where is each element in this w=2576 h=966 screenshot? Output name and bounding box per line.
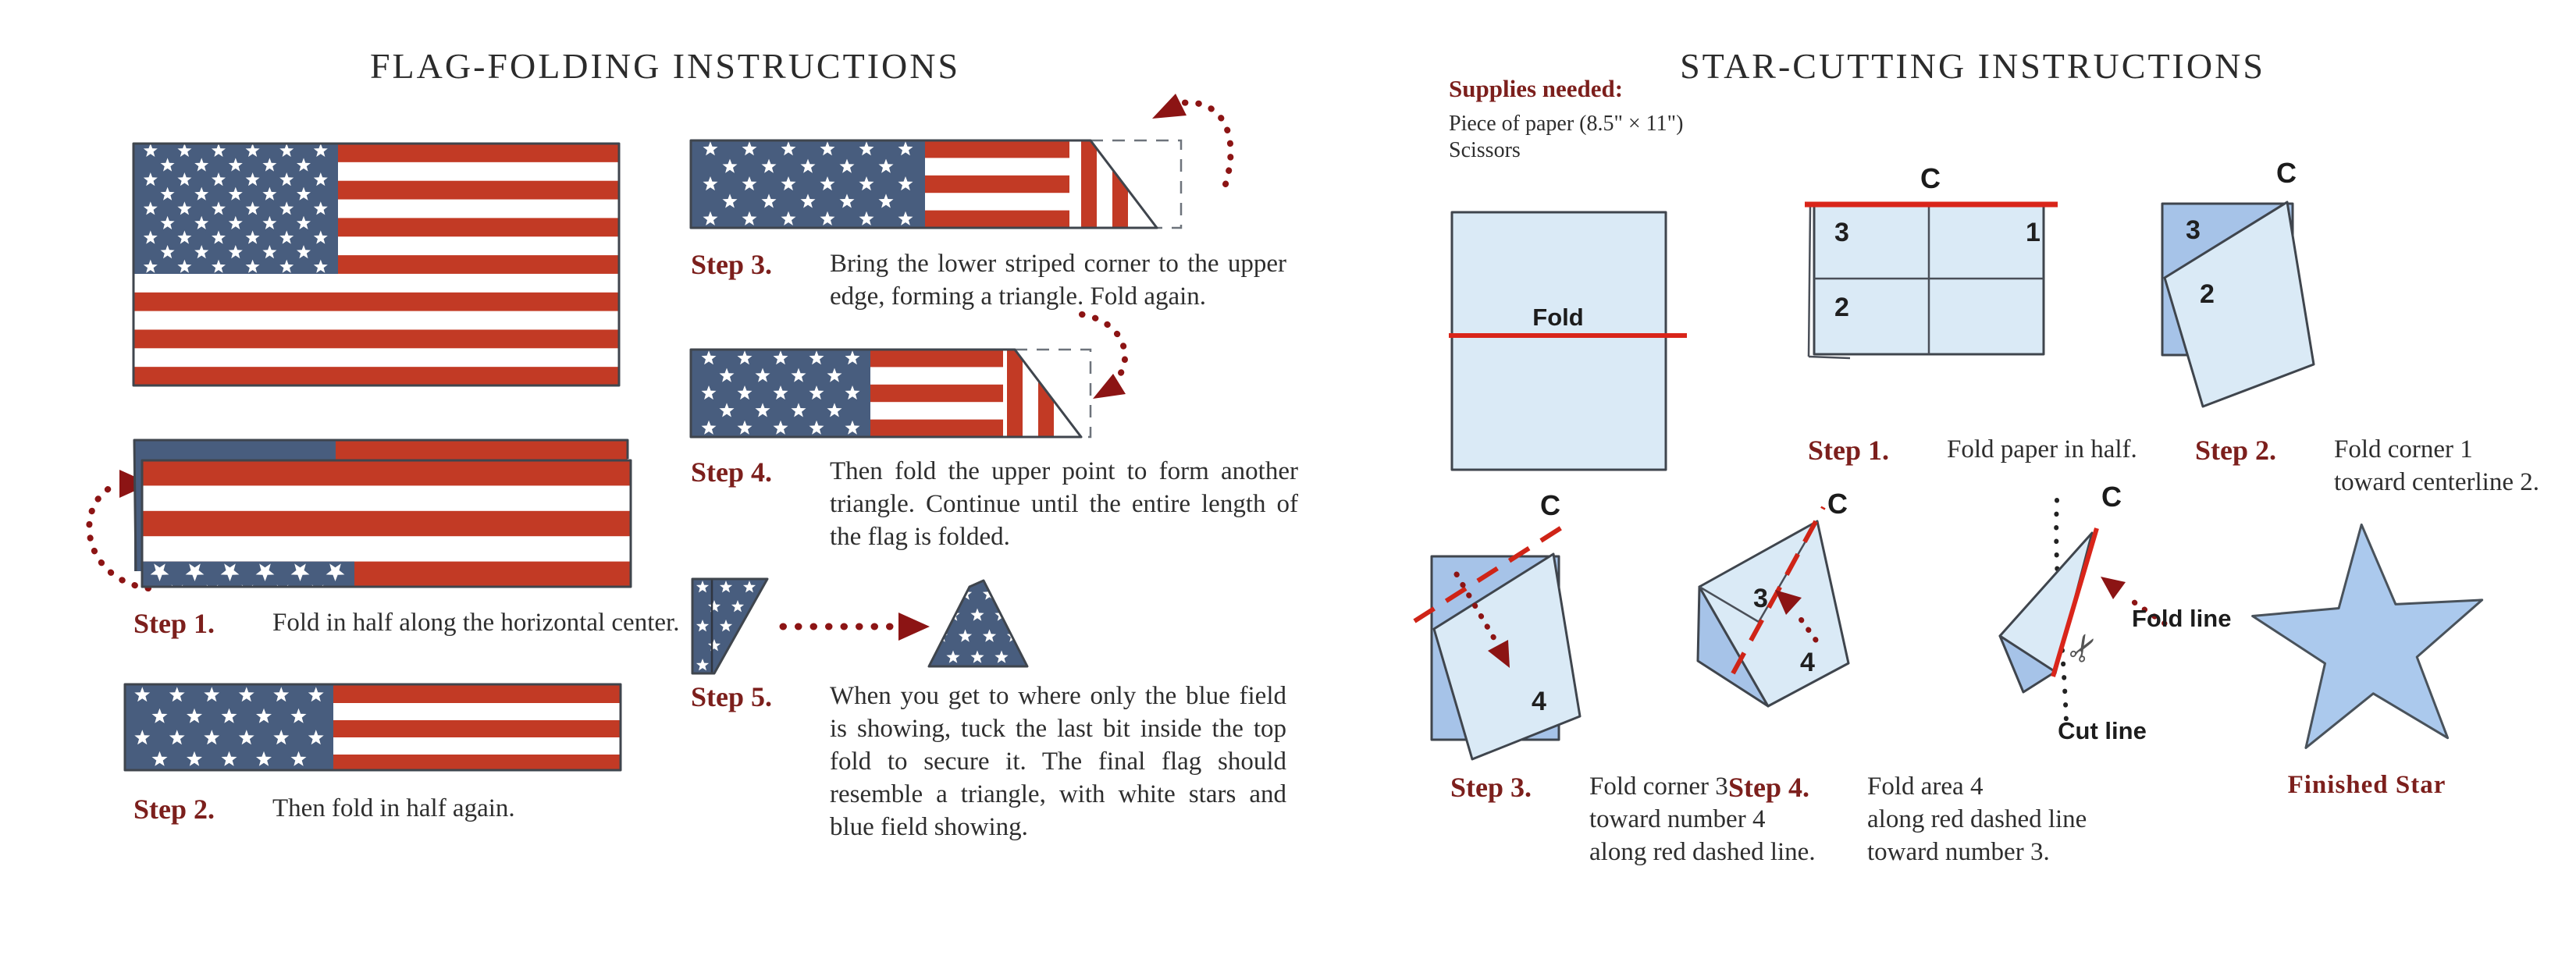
step-text-line: Fold corner 1 [2334,435,2473,463]
flag-step-1 [133,607,772,640]
supply-item: Piece of paper (8.5" × 11") [1449,112,1684,136]
fold-direction-arrow-icon [1141,84,1243,190]
step-text: Fold in half along the horizontal center. [272,609,680,637]
step-label: Step 1. [1808,435,1890,466]
step-label: Step 2. [2195,435,2277,466]
step-text-line: Fold area 4 [1867,772,1984,801]
star-step1-diagram [1803,160,2061,367]
step-text-line: Fold paper in half. [1947,435,2137,463]
step-label: Step 1. [133,608,215,639]
step-text-line: Fold corner 3 [1589,772,1728,801]
flag-panel-title: FLAG-FOLDING INSTRUCTIONS [369,46,961,86]
area-2-label: 2 [2200,279,2215,309]
fold-line-label: Fold line [2132,605,2232,632]
flag-step-5 [691,680,1286,844]
transform-arrow-icon [777,607,933,646]
area-4-label: 4 [1532,687,1546,716]
star-step4-diagram [1685,490,1888,755]
step-text: When you get to where only the blue field is showing, tuck the last bit inside the top fold to secure it. The final flag should resemble a triangle, with white stars and blue field showing. [830,682,1286,841]
step-text [1947,434,2137,467]
star-step-1 [1808,434,2137,467]
star-shape [2253,524,2482,748]
cut-line-label: Cut line [2058,717,2147,744]
flag-step-3 [691,248,1286,314]
flag-second-triangle-fold-illustration [691,350,1093,437]
step-label: Step 3. [1450,772,1532,803]
supply-item: Scissors [1449,138,1521,163]
flag-corner-fold-illustration [691,140,1187,228]
step-text-line: toward number 4 [1589,804,1766,833]
step-text-line: toward centerline 2. [2334,467,2539,496]
star-panel-title: STAR-CUTTING INSTRUCTIONS [1680,46,2265,86]
supplies-heading: Supplies needed: [1449,75,1624,102]
step-text-line: toward number 3. [1867,837,2050,866]
flag-final-fold-illustration [691,577,769,675]
step-text [2334,434,2539,499]
step-text-line: along red dashed line [1867,804,2087,833]
centerline-label: C [2276,157,2297,189]
finished-triangle-flag-illustration [927,579,1029,671]
area-3-label: 3 [1834,218,1849,247]
paper-fold-diagram [1449,197,1691,474]
flag-full-illustration [133,144,619,385]
finished-star-illustration [2248,511,2492,769]
area-3-label: 3 [2186,215,2201,245]
step-text: Then fold the upper point to form another triangle. Continue until the entire length of the flag is folded. [830,457,1298,551]
cut-line-diagram [1979,480,2260,808]
step-label: Step 5. [691,681,773,712]
centerline-label: C [1920,162,1941,194]
centerline-label: C [1827,488,1848,520]
scissors-icon: ✂ [2057,624,2109,672]
step-label: Step 3. [691,249,773,280]
area-3-label: 3 [1753,584,1768,613]
step-label: Step 2. [133,794,215,825]
star-step2-diagram [2153,154,2340,432]
finished-star-caption: Finished Star [2287,771,2446,799]
centerline-label: C [2101,481,2122,513]
step-text: Then fold in half again. [272,794,515,822]
flag-folded-quarter-illustration [125,684,621,770]
centerline-label: C [1540,489,1560,521]
fold-direction-arrow-icon [1052,308,1138,406]
area-1-label: 1 [2026,218,2041,247]
step-text-line: along red dashed line. [1589,837,1816,866]
fold-label: Fold [1532,304,1584,331]
star-step3-diagram [1422,490,1625,771]
step-label: Step 4. [691,456,773,488]
flag-step-2 [133,793,772,826]
step-label: Step 4. [1728,772,1810,803]
step-text: Bring the lower striped corner to the upper edge, forming a triangle. Fold again. [830,250,1286,311]
area-4-label: 4 [1800,648,1815,677]
flag-step-4 [691,456,1298,554]
supplies-block [1449,75,1777,164]
flag-folded-half-illustration [125,439,632,588]
area-2-label: 2 [1834,293,1849,322]
